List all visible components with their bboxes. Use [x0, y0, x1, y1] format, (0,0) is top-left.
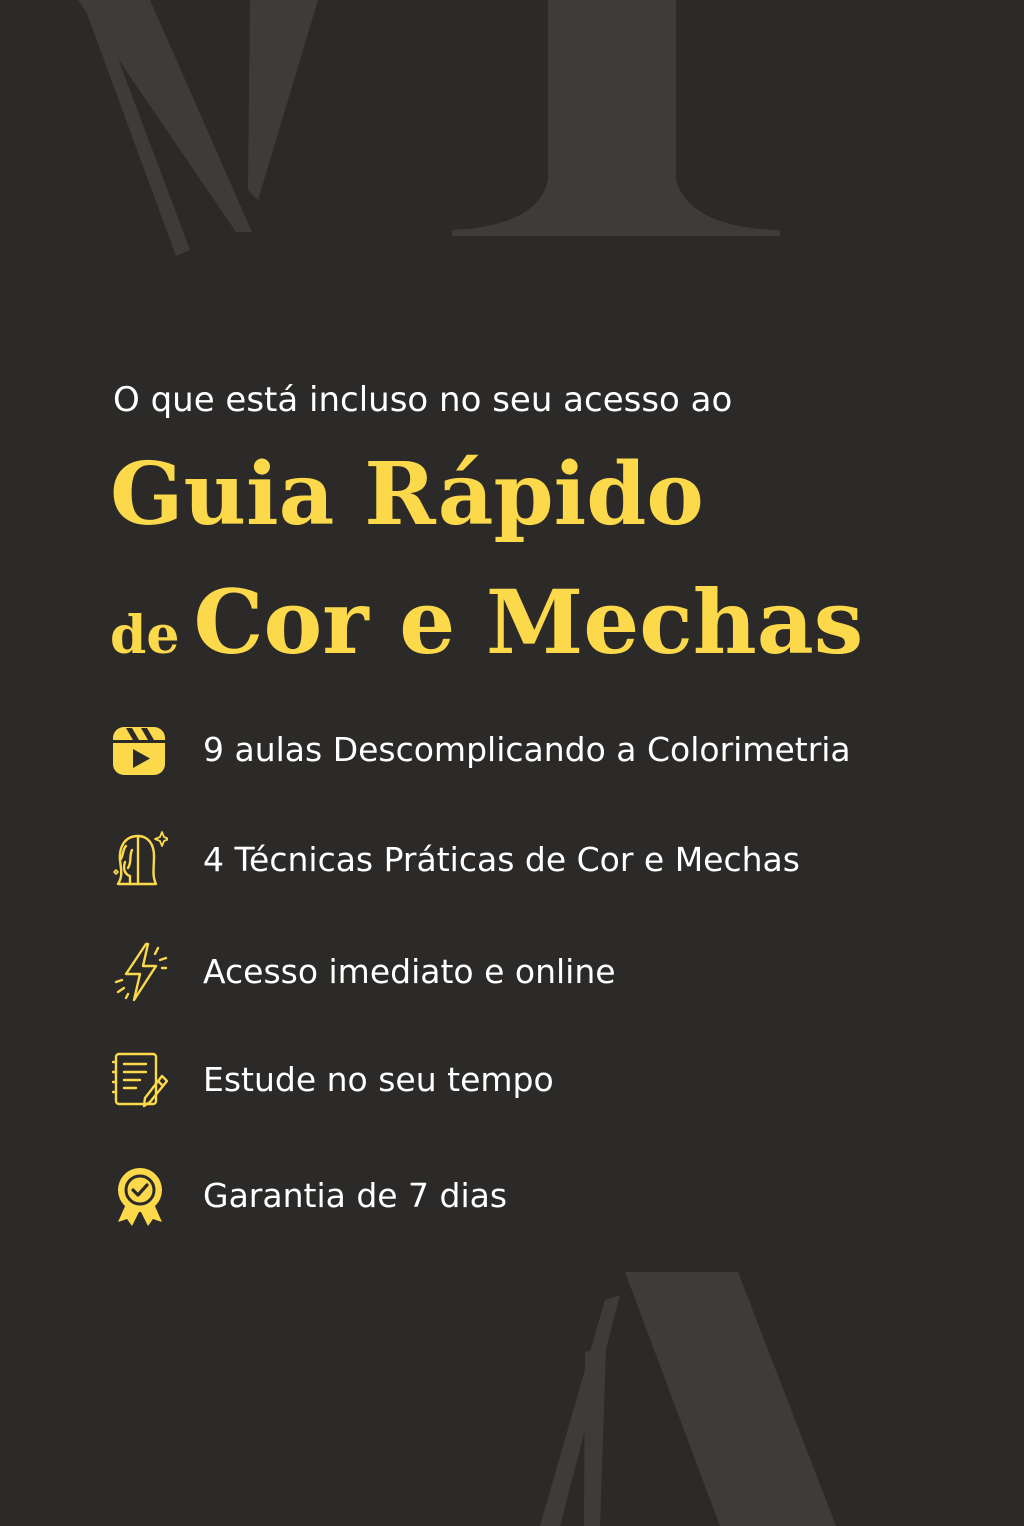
- feature-label: 4 Técnicas Práticas de Cor e Mechas: [203, 840, 800, 879]
- title-line-1: Guia Rápido: [110, 444, 704, 545]
- video-play-icon: [112, 720, 168, 780]
- lightning-bolt-icon: [112, 942, 168, 1002]
- feature-item: [112, 830, 962, 890]
- intro-text: O que está incluso no seu acesso ao: [113, 380, 733, 420]
- feature-item: [112, 1166, 962, 1226]
- feature-label: Acesso imediato e online: [203, 952, 616, 991]
- feature-item: [112, 942, 962, 1002]
- hair-head-icon: [112, 830, 168, 890]
- title-connector: de: [110, 605, 180, 666]
- feature-label: 9 aulas Descomplicando a Colorimetria: [203, 730, 851, 769]
- notebook-pencil-icon: [112, 1050, 168, 1110]
- feature-label: Estude no seu tempo: [203, 1060, 554, 1099]
- feature-item: [112, 720, 962, 780]
- title-highlight: Cor e Mechas: [193, 570, 864, 674]
- guarantee-badge-icon: [112, 1166, 168, 1226]
- feature-item: [112, 1050, 962, 1110]
- feature-label: Garantia de 7 dias: [203, 1176, 508, 1215]
